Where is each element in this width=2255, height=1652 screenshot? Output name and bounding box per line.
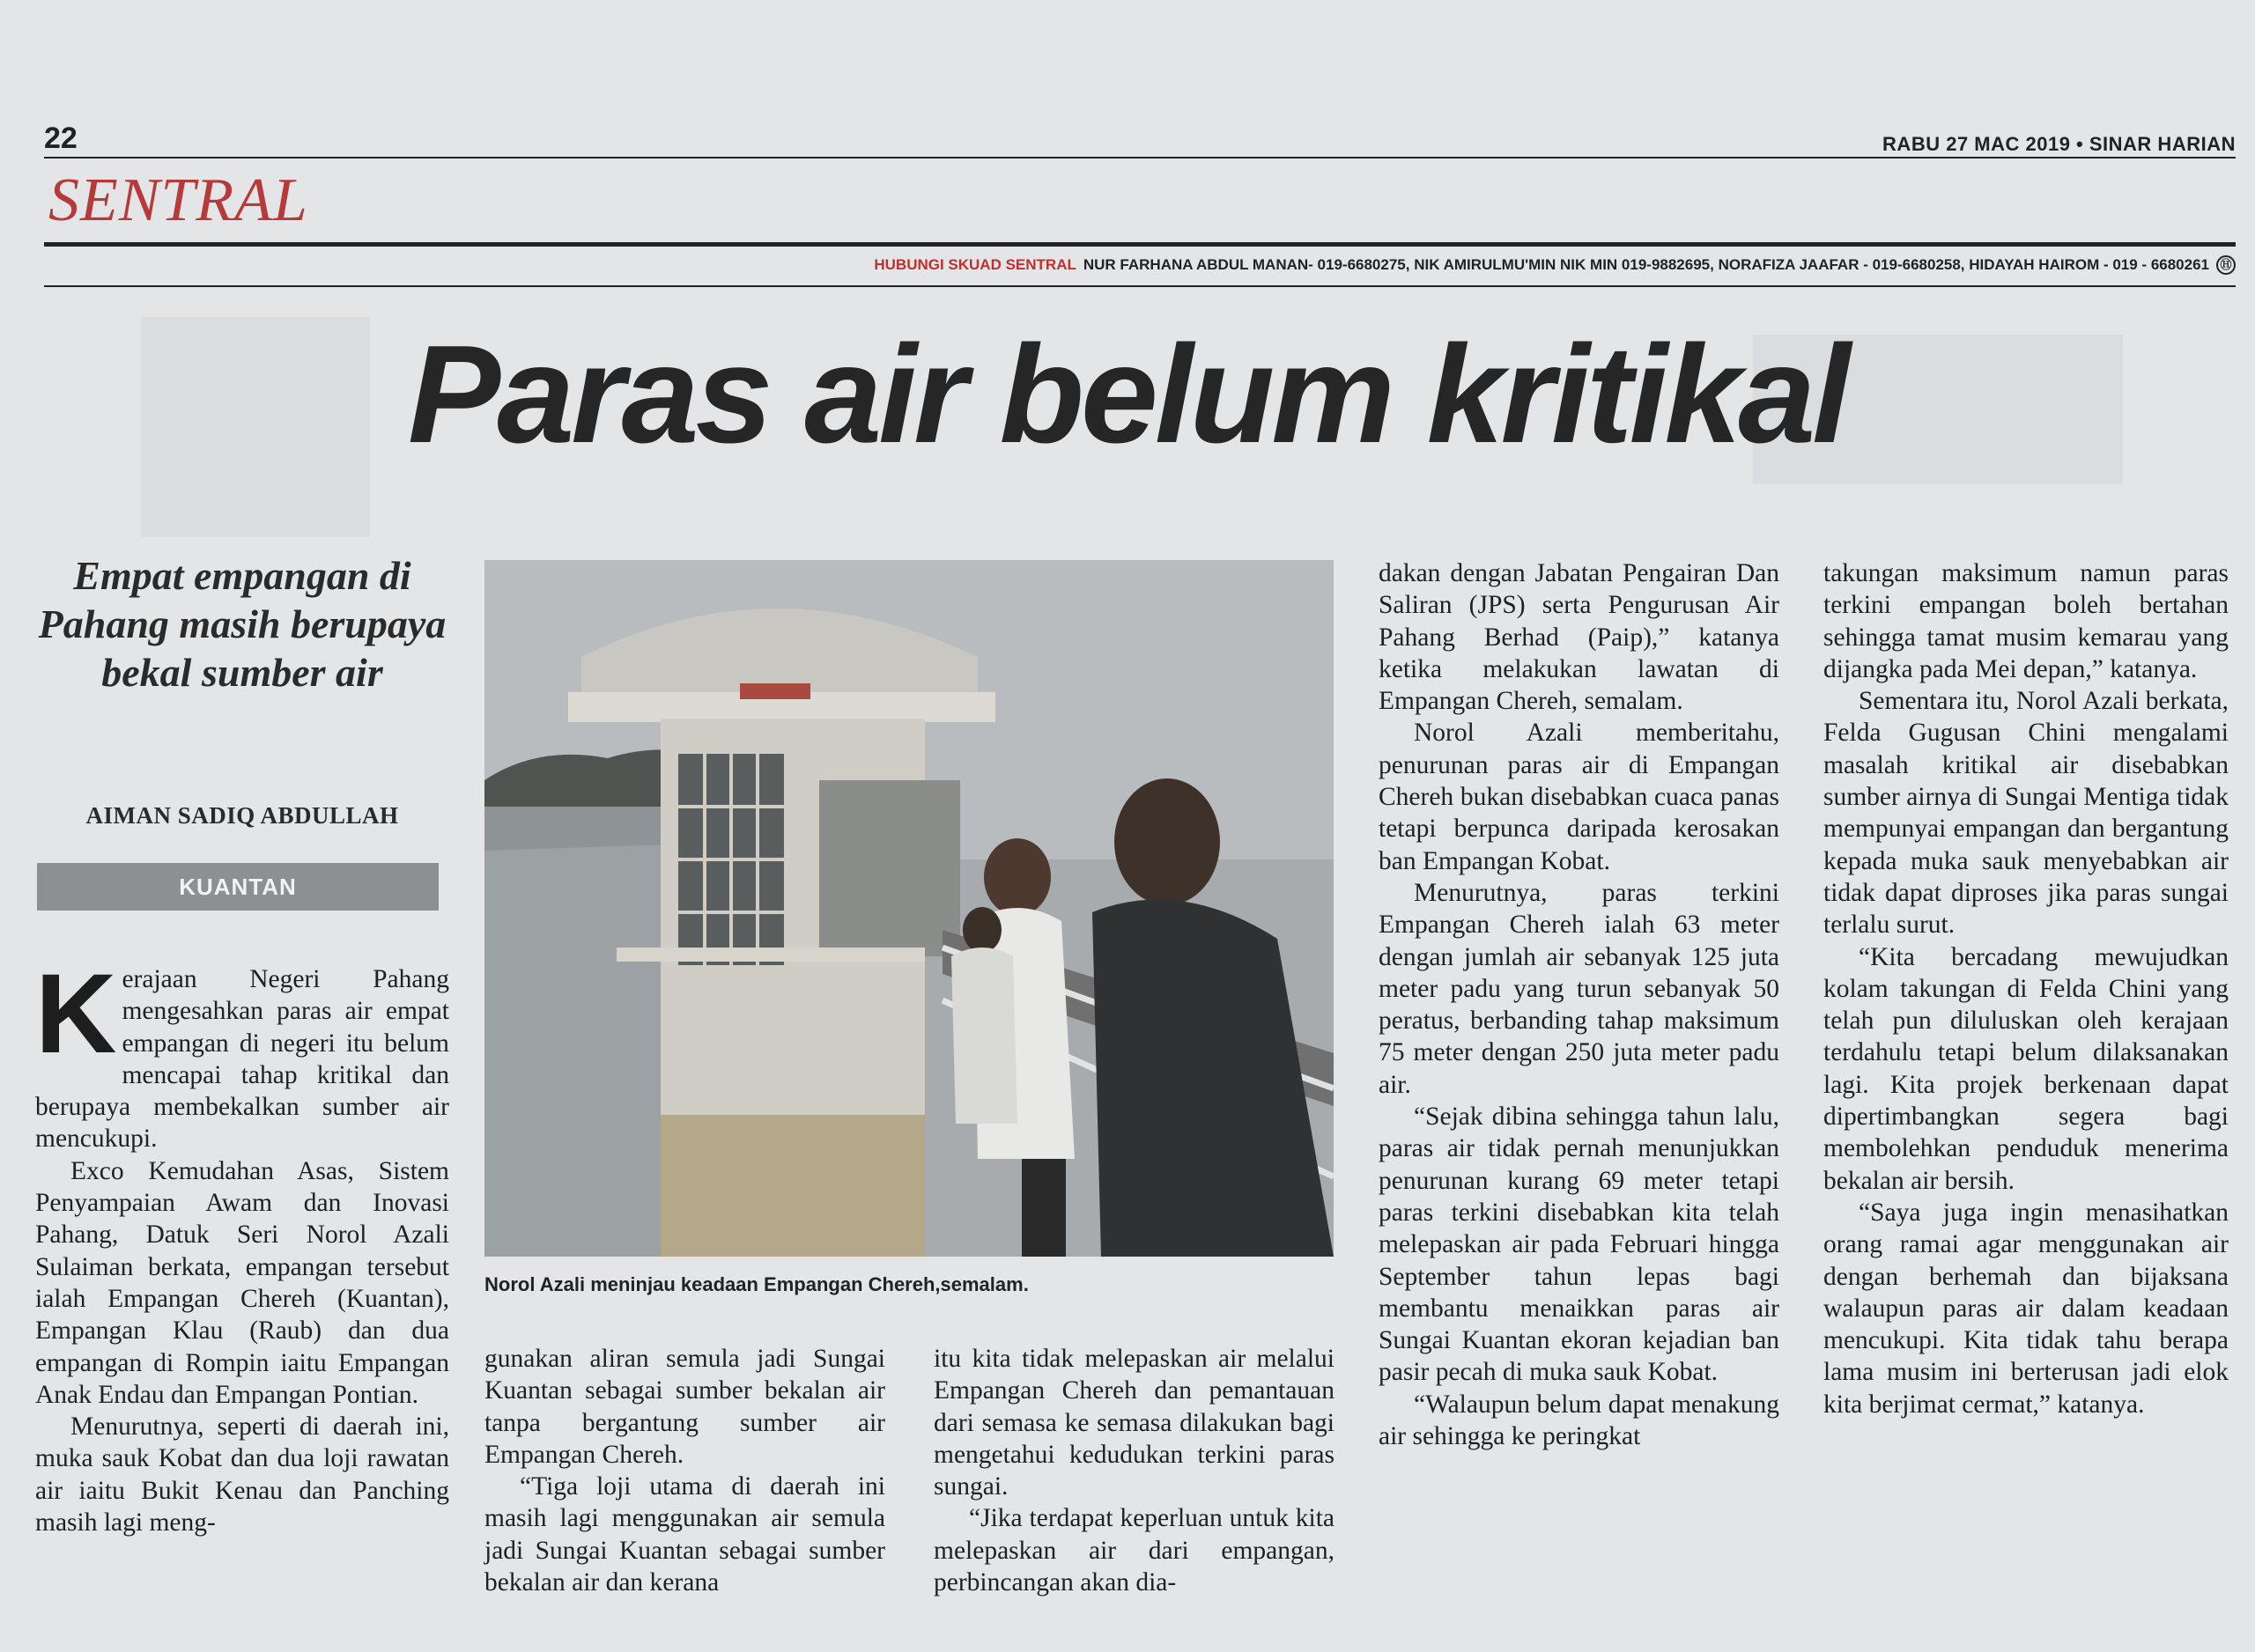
paragraph: Menurutnya, seperti di daerah ini, muka sauk Kobat dan dua loji rawatan air iaitu Bukit Kenau dan Panching masih lagi meng- bbox=[35, 1412, 449, 1538]
paragraph: “Tiga loji utama di daerah ini masih lagi menggunakan air semula jadi Sungai Kuantan sebagai sumber bekalan air dan kerana bbox=[484, 1472, 885, 1597]
paragraph-text: erajaan Negeri Pahang mengesahkan paras air empat empangan di negeri itu belum mencapai tahap kritikal dan berupaya membekalkan sumber air mencukupi. bbox=[35, 965, 449, 1154]
article-column-4 bbox=[1379, 557, 1779, 1452]
standfirst: Empat empangan di Pahang masih berupaya bekal sumber air bbox=[38, 553, 447, 695]
section-title: SENTRAL bbox=[48, 166, 308, 234]
byline: AIMAN SADIQ ABDULLAH bbox=[85, 802, 399, 829]
article-column-3 bbox=[934, 1343, 1335, 1598]
article-photo bbox=[484, 560, 1334, 1257]
location-tag: KUANTAN bbox=[37, 863, 439, 911]
header-rule-thick bbox=[44, 242, 2236, 247]
page-number: 22 bbox=[44, 122, 78, 155]
paragraph: “Saya juga ingin menasihatkan orang ramai agar menggunakan air dengan berhemah dan bijaksana walaupun paras air dalam keadaan mencukupi. Kita tidak tahu berapa lama musim ini berterusan jadi elok kita berjimat cermat,” katanya. bbox=[1823, 1198, 2229, 1419]
lead-paragraph bbox=[35, 951, 449, 1155]
sinar-logo-icon: Ⓗ bbox=[2216, 255, 2236, 275]
paragraph: “Jika terdapat keperluan untuk kita melepaskan air dari empangan, perbincangan akan dia- bbox=[934, 1504, 1335, 1597]
paragraph: dakan dengan Jabatan Pengairan Dan Saliran (JPS) serta Pengurusan Air Pahang Berhad (Paip),” katanya ketika melakukan lawatan di Empangan Chereh, semalam. bbox=[1379, 559, 1779, 716]
paragraph: Exco Kemudahan Asas, Sistem Penyampaian Awam dan Inovasi Pahang, Datuk Seri Norol Azali Sulaiman berkata, empangan tersebut ialah Empangan Chereh (Kuantan), Empangan Klau (Raub) dan dua empangan di Rompin iaitu Empangan Anak Endau dan Empangan Pontian. bbox=[35, 1156, 449, 1409]
paragraph: Menurutnya, paras terkini Empangan Chereh ialah 63 meter dengan jumlah air sebanyak 125 juta meter padu yang turun sebanyak 50 peratus, berbanding tahap maksimum 75 meter dengan 250 juta meter padu air. bbox=[1379, 878, 1779, 1099]
dateline: RABU 27 MAC 2019 • SINAR HARIAN bbox=[1882, 133, 2236, 155]
contact-text: NUR FARHANA ABDUL MANAN- 019-6680275, NIK AMIRULMU'MIN NIK MIN 019-9882695, NORAFIZA JAAFAR - 019-6680258, HIDAYAH HAIROM - 019 - 6680261 bbox=[1083, 256, 2209, 273]
article-column-2 bbox=[484, 1343, 885, 1598]
paragraph: “Sejak dibina sehingga tahun lalu, paras air tidak pernah menunjukkan penurunan kurang 69 meter tetapi paras terkini disebabkan kita telah melepaskan air pada Februari hingga September tahun lepas bagi membantu menaikkan paras air Sungai Kuantan ekoran kejadian ban pasir pecah di muka sauk Kobat. bbox=[1379, 1103, 1779, 1387]
article-column-1 bbox=[35, 951, 449, 1538]
contact-label: HUBUNGI SKUAD SENTRAL bbox=[874, 256, 1076, 273]
paragraph: “Kita bercadang mewujudkan kolam takungan di Felda Chini yang telah pun diluluskan oleh kerajaan terdahulu tetapi belum dilaksanakan lagi. Kita projek berkenaan dapat dipertimbangkan segera bagi membolehkan penduduk menerima bekalan air bersih. bbox=[1823, 942, 2229, 1195]
paragraph: “Walaupun belum dapat menakung air sehingga ke peringkat bbox=[1379, 1390, 1779, 1451]
paragraph: gunakan aliran semula jadi Sungai Kuantan sebagai sumber bekalan air tanpa bergantung sumber air Empangan Chereh. bbox=[484, 1345, 885, 1469]
paragraph: takungan maksimum namun paras terkini empangan boleh bertahan sehingga tamat musim kemarau yang dijangka pada Mei depan,” katanya. bbox=[1823, 559, 2229, 683]
header-rule-bottom bbox=[44, 285, 2236, 287]
drop-cap: K bbox=[35, 951, 117, 1077]
article-column-5 bbox=[1823, 557, 2229, 1420]
contact-strip bbox=[874, 255, 2236, 275]
paragraph: Norol Azali memberitahu, penurunan paras air di Empangan Chereh bukan disebabkan cuaca panas tetapi berpunca daripada kerosakan ban Empangan Kobat. bbox=[1379, 719, 1779, 875]
header-rule-top bbox=[44, 157, 2236, 159]
headline: Paras air belum kritikal bbox=[407, 317, 1848, 472]
dam-tower-photo bbox=[484, 560, 1334, 1257]
photo-caption: Norol Azali meninjau keadaan Empangan Chereh,semalam. bbox=[484, 1273, 1029, 1295]
paragraph: Sementara itu, Norol Azali berkata, Felda Gugusan Chini mengalami masalah kritikal air disebabkan sumber airnya di Sungai Mentiga tidak mempunyai empangan dan bergantung kepada muka sauk menyebabkan air tidak dapat diproses jika paras sungai terlalu surut. bbox=[1823, 687, 2229, 940]
paragraph: itu kita tidak melepaskan air melalui Empangan Chereh dan pemantauan dari semasa ke semasa dilakukan bagi mengetahui kedudukan terkini paras sungai. bbox=[934, 1345, 1335, 1501]
